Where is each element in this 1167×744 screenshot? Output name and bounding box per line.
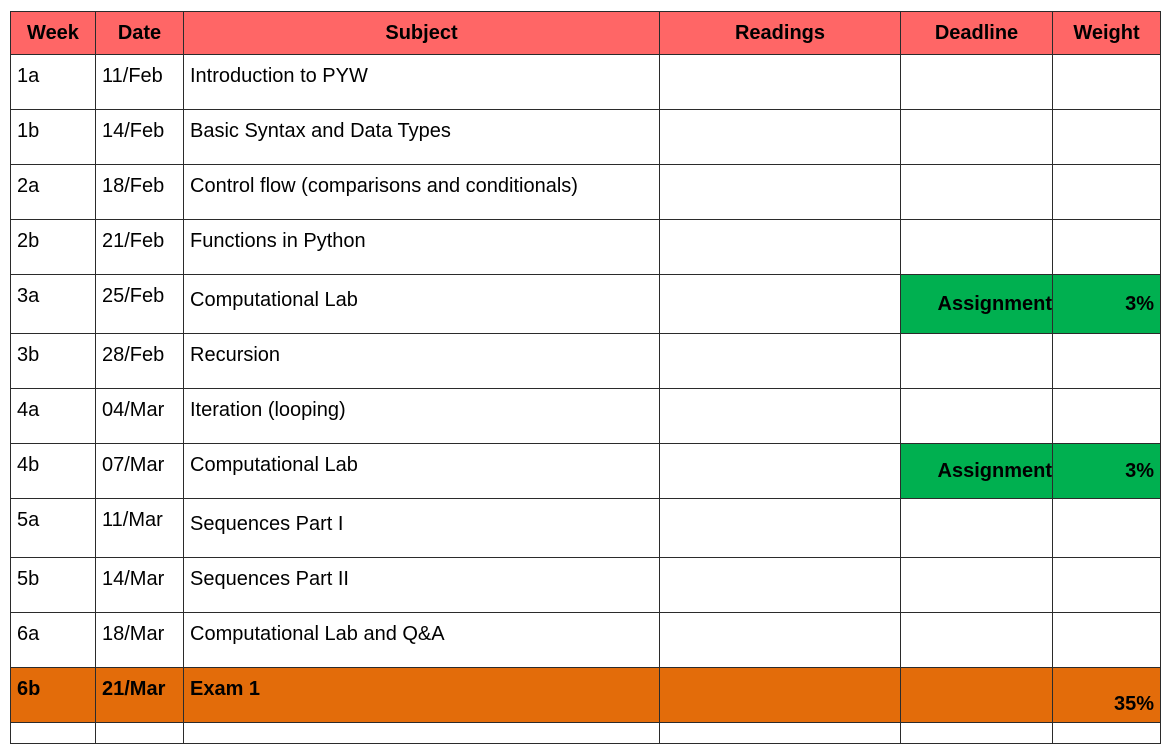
readings-cell [660,389,901,444]
date-cell: 25/Feb [96,275,184,334]
weight-cell [1053,110,1161,165]
schedule-table [10,11,1161,744]
table-row [11,55,1161,110]
date-cell: 11/Mar [96,499,184,558]
week-cell: 1b [11,110,96,165]
subject-cell: Sequences Part I [184,499,660,558]
weight-cell [1053,55,1161,110]
header-date: Date [96,12,184,55]
empty-cell [96,723,184,744]
week-cell: 3a [11,275,96,334]
weight-cell [1053,389,1161,444]
header-weight: Weight [1053,12,1161,55]
empty-cell [901,723,1053,744]
table-row [11,334,1161,389]
empty-cell [11,723,96,744]
week-cell: 1a [11,55,96,110]
week-cell: 6a [11,613,96,668]
header-row [11,12,1161,55]
readings-cell [660,110,901,165]
readings-cell [660,613,901,668]
empty-cell [660,723,901,744]
readings-cell [660,334,901,389]
readings-cell [660,165,901,220]
deadline-cell [901,389,1053,444]
readings-cell [660,275,901,334]
deadline-cell [901,55,1053,110]
subject-cell: Computational Lab [184,275,660,334]
subject-cell: Introduction to PYW [184,55,660,110]
week-cell: 2a [11,165,96,220]
readings-cell [660,499,901,558]
weight-cell [1053,499,1161,558]
week-cell: 3b [11,334,96,389]
weight-cell: 35% [1053,668,1161,723]
deadline-cell [901,613,1053,668]
exam-row [11,668,1161,723]
date-cell: 04/Mar [96,389,184,444]
weight-cell [1053,613,1161,668]
subject-cell: Control flow (comparisons and conditionals) [184,165,660,220]
subject-cell: Recursion [184,334,660,389]
subject-cell: Computational Lab [184,444,660,499]
weight-cell [1053,220,1161,275]
date-cell: 18/Mar [96,613,184,668]
date-cell: 11/Feb [96,55,184,110]
date-cell: 14/Mar [96,558,184,613]
header-subject: Subject [184,12,660,55]
header-week: Week [11,12,96,55]
date-cell: 14/Feb [96,110,184,165]
table-row [11,220,1161,275]
deadline-cell [901,334,1053,389]
subject-cell: Computational Lab and Q&A [184,613,660,668]
table-row [11,275,1161,334]
table-row [11,165,1161,220]
table-row [11,110,1161,165]
date-cell: 18/Feb [96,165,184,220]
subject-cell: Iteration (looping) [184,389,660,444]
subject-cell: Basic Syntax and Data Types [184,110,660,165]
deadline-cell [901,165,1053,220]
empty-cell [184,723,660,744]
date-cell: 07/Mar [96,444,184,499]
week-cell: 4a [11,389,96,444]
deadline-assignment-cell: Assignment [901,444,1053,499]
subject-cell: Functions in Python [184,220,660,275]
readings-cell [660,55,901,110]
table-row [11,444,1161,499]
deadline-cell [901,220,1053,275]
week-cell: 6b [11,668,96,723]
deadline-cell [901,668,1053,723]
deadline-cell [901,558,1053,613]
deadline-cell [901,499,1053,558]
header-deadline: Deadline [901,12,1053,55]
table-row [11,558,1161,613]
header-readings: Readings [660,12,901,55]
date-cell: 21/Mar [96,668,184,723]
readings-cell [660,220,901,275]
table-row [11,499,1161,558]
table-row-partial [11,723,1161,744]
readings-cell [660,668,901,723]
weight-cell [1053,334,1161,389]
week-cell: 2b [11,220,96,275]
weight-cell [1053,165,1161,220]
deadline-cell [901,110,1053,165]
deadline-assignment-cell: Assignment [901,275,1053,334]
subject-cell: Exam 1 [184,668,660,723]
date-cell: 28/Feb [96,334,184,389]
table-row [11,613,1161,668]
week-cell: 5b [11,558,96,613]
subject-cell: Sequences Part II [184,558,660,613]
weight-cell: 3% [1053,444,1161,499]
weight-cell [1053,558,1161,613]
week-cell: 4b [11,444,96,499]
date-cell: 21/Feb [96,220,184,275]
weight-cell: 3% [1053,275,1161,334]
week-cell: 5a [11,499,96,558]
readings-cell [660,444,901,499]
empty-cell [1053,723,1161,744]
table-row [11,389,1161,444]
readings-cell [660,558,901,613]
